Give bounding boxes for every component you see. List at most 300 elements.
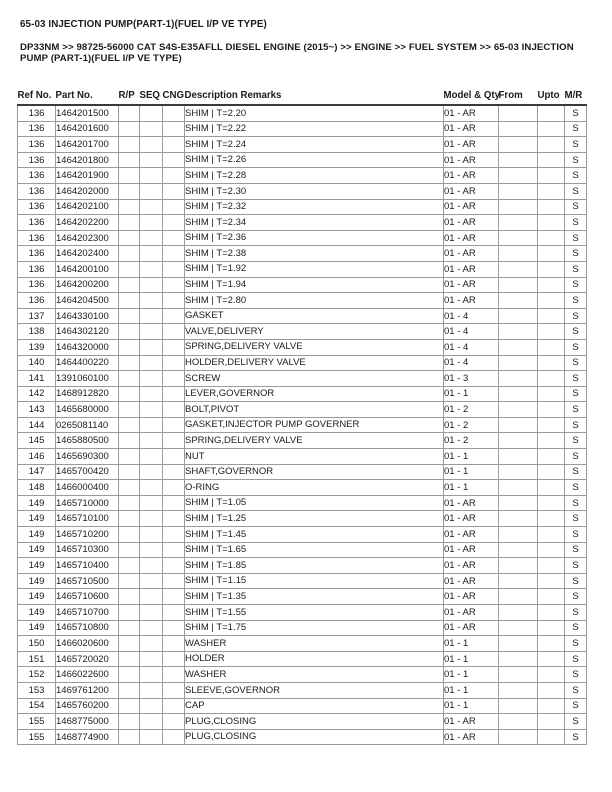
table-row <box>18 449 587 465</box>
seq-cell <box>140 433 163 449</box>
seq-cell <box>140 714 163 730</box>
model-qty-cell: 01 - AR <box>444 152 499 168</box>
upto-cell <box>538 137 565 153</box>
description-cell: SHIM | T=1.65 <box>185 542 444 558</box>
upto-cell <box>538 121 565 137</box>
ref-no-cell: 155 <box>18 714 56 730</box>
seq-cell <box>140 605 163 621</box>
table-row <box>18 620 587 636</box>
table-row <box>18 261 587 277</box>
seq-cell <box>140 636 163 652</box>
mr-cell: S <box>565 620 587 636</box>
upto-cell <box>538 105 565 121</box>
ref-no-cell: 149 <box>18 558 56 574</box>
ref-no-cell: 149 <box>18 573 56 589</box>
cng-cell <box>163 339 185 355</box>
table-row <box>18 417 587 433</box>
mr-cell: S <box>565 542 587 558</box>
mr-cell: S <box>565 105 587 121</box>
mr-cell: S <box>565 589 587 605</box>
model-qty-cell: 01 - 1 <box>444 449 499 465</box>
mr-cell: S <box>565 417 587 433</box>
table-row <box>18 121 587 137</box>
cng-cell <box>163 682 185 698</box>
table-row <box>18 542 587 558</box>
seq-cell <box>140 449 163 465</box>
ref-no-cell: 137 <box>18 308 56 324</box>
from-cell <box>499 573 538 589</box>
model-qty-cell: 01 - AR <box>444 277 499 293</box>
part-no-cell: 1464202300 <box>56 230 119 246</box>
table-header-row <box>18 84 587 105</box>
description-cell: SHIM | T=2.30 <box>185 183 444 199</box>
col-header-rp: R/P <box>119 84 140 105</box>
table-row <box>18 464 587 480</box>
part-no-cell: 1468774900 <box>56 729 119 745</box>
rp-cell <box>119 527 140 543</box>
ref-no-cell: 149 <box>18 527 56 543</box>
rp-cell <box>119 105 140 121</box>
ref-no-cell: 145 <box>18 433 56 449</box>
table-row <box>18 682 587 698</box>
from-cell <box>499 293 538 309</box>
seq-cell <box>140 589 163 605</box>
description-cell: SHAFT,GOVERNOR <box>185 464 444 480</box>
seq-cell <box>140 480 163 496</box>
mr-cell: S <box>565 230 587 246</box>
mr-cell: S <box>565 527 587 543</box>
part-no-cell: 1464200100 <box>56 261 119 277</box>
seq-cell <box>140 698 163 714</box>
from-cell <box>499 651 538 667</box>
description-cell: SHIM | T=2.28 <box>185 168 444 184</box>
table-row <box>18 105 587 121</box>
rp-cell <box>119 215 140 231</box>
mr-cell: S <box>565 729 587 745</box>
upto-cell <box>538 308 565 324</box>
mr-cell: S <box>565 324 587 340</box>
ref-no-cell: 139 <box>18 339 56 355</box>
part-no-cell: 1464330100 <box>56 308 119 324</box>
rp-cell <box>119 339 140 355</box>
model-qty-cell: 01 - 4 <box>444 324 499 340</box>
part-no-cell: 1465700420 <box>56 464 119 480</box>
upto-cell <box>538 277 565 293</box>
seq-cell <box>140 199 163 215</box>
seq-cell <box>140 464 163 480</box>
from-cell <box>499 183 538 199</box>
description-cell: WASHER <box>185 667 444 683</box>
upto-cell <box>538 682 565 698</box>
upto-cell <box>538 527 565 543</box>
cng-cell <box>163 589 185 605</box>
description-cell: SPRING,DELIVERY VALVE <box>185 433 444 449</box>
description-cell: SHIM | T=1.85 <box>185 558 444 574</box>
cng-cell <box>163 293 185 309</box>
part-no-cell: 1464201800 <box>56 152 119 168</box>
cng-cell <box>163 480 185 496</box>
seq-cell <box>140 542 163 558</box>
ref-no-cell: 141 <box>18 371 56 387</box>
part-no-cell: 1465690300 <box>56 449 119 465</box>
seq-cell <box>140 261 163 277</box>
from-cell <box>499 199 538 215</box>
part-no-cell: 1468775000 <box>56 714 119 730</box>
parts-table <box>17 84 587 745</box>
table-row <box>18 605 587 621</box>
description-cell: O-RING <box>185 480 444 496</box>
mr-cell: S <box>565 246 587 262</box>
description-cell: SHIM | T=2.34 <box>185 215 444 231</box>
cng-cell <box>163 464 185 480</box>
upto-cell <box>538 230 565 246</box>
upto-cell <box>538 511 565 527</box>
model-qty-cell: 01 - 2 <box>444 433 499 449</box>
seq-cell <box>140 308 163 324</box>
rp-cell <box>119 682 140 698</box>
ref-no-cell: 136 <box>18 152 56 168</box>
table-row <box>18 527 587 543</box>
table-row <box>18 308 587 324</box>
cng-cell <box>163 558 185 574</box>
table-row <box>18 729 587 745</box>
from-cell <box>499 729 538 745</box>
table-header <box>18 84 587 105</box>
rp-cell <box>119 542 140 558</box>
model-qty-cell: 01 - AR <box>444 573 499 589</box>
from-cell <box>499 277 538 293</box>
part-no-cell: 1465710000 <box>56 495 119 511</box>
rp-cell <box>119 558 140 574</box>
description-cell: SHIM | T=2.20 <box>185 105 444 121</box>
cng-cell <box>163 277 185 293</box>
ref-no-cell: 136 <box>18 230 56 246</box>
description-cell: SHIM | T=1.45 <box>185 527 444 543</box>
from-cell <box>499 605 538 621</box>
table-row <box>18 230 587 246</box>
ref-no-cell: 136 <box>18 261 56 277</box>
from-cell <box>499 511 538 527</box>
ref-no-cell: 150 <box>18 636 56 652</box>
model-qty-cell: 01 - AR <box>444 495 499 511</box>
upto-cell <box>538 620 565 636</box>
part-no-cell: 1391060100 <box>56 371 119 387</box>
from-cell <box>499 433 538 449</box>
upto-cell <box>538 168 565 184</box>
table-row <box>18 433 587 449</box>
model-qty-cell: 01 - AR <box>444 558 499 574</box>
cng-cell <box>163 168 185 184</box>
rp-cell <box>119 417 140 433</box>
cng-cell <box>163 698 185 714</box>
cng-cell <box>163 511 185 527</box>
rp-cell <box>119 714 140 730</box>
description-cell: SHIM | T=1.55 <box>185 605 444 621</box>
seq-cell <box>140 105 163 121</box>
part-no-cell: 1464204500 <box>56 293 119 309</box>
cng-cell <box>163 714 185 730</box>
rp-cell <box>119 277 140 293</box>
part-no-cell: 1464201900 <box>56 168 119 184</box>
description-cell: SPRING,DELIVERY VALVE <box>185 339 444 355</box>
ref-no-cell: 138 <box>18 324 56 340</box>
upto-cell <box>538 589 565 605</box>
description-cell: SHIM | T=1.92 <box>185 261 444 277</box>
upto-cell <box>538 246 565 262</box>
table-row <box>18 339 587 355</box>
part-no-cell: 1465680000 <box>56 402 119 418</box>
ref-no-cell: 136 <box>18 168 56 184</box>
rp-cell <box>119 698 140 714</box>
upto-cell <box>538 480 565 496</box>
ref-no-cell: 154 <box>18 698 56 714</box>
from-cell <box>499 371 538 387</box>
cng-cell <box>163 246 185 262</box>
model-qty-cell: 01 - 1 <box>444 636 499 652</box>
mr-cell: S <box>565 449 587 465</box>
description-cell: SHIM | T=2.32 <box>185 199 444 215</box>
table-row <box>18 667 587 683</box>
ref-no-cell: 146 <box>18 449 56 465</box>
upto-cell <box>538 199 565 215</box>
rp-cell <box>119 355 140 371</box>
part-no-cell: 1464202200 <box>56 215 119 231</box>
cng-cell <box>163 152 185 168</box>
ref-no-cell: 136 <box>18 246 56 262</box>
table-row <box>18 152 587 168</box>
ref-no-cell: 155 <box>18 729 56 745</box>
mr-cell: S <box>565 308 587 324</box>
seq-cell <box>140 293 163 309</box>
part-no-cell: 1466000400 <box>56 480 119 496</box>
col-header-model-qty: Model & Qty <box>444 84 499 105</box>
mr-cell: S <box>565 698 587 714</box>
cng-cell <box>163 121 185 137</box>
upto-cell <box>538 558 565 574</box>
description-cell: BOLT,PIVOT <box>185 402 444 418</box>
model-qty-cell: 01 - 4 <box>444 355 499 371</box>
cng-cell <box>163 495 185 511</box>
from-cell <box>499 682 538 698</box>
from-cell <box>499 417 538 433</box>
model-qty-cell: 01 - AR <box>444 293 499 309</box>
rp-cell <box>119 230 140 246</box>
description-cell: SCREW <box>185 371 444 387</box>
rp-cell <box>119 386 140 402</box>
description-cell: SHIM | T=2.22 <box>185 121 444 137</box>
from-cell <box>499 137 538 153</box>
col-header-part-no: Part No. <box>56 84 119 105</box>
from-cell <box>499 261 538 277</box>
rp-cell <box>119 511 140 527</box>
from-cell <box>499 308 538 324</box>
ref-no-cell: 152 <box>18 667 56 683</box>
ref-no-cell: 136 <box>18 105 56 121</box>
description-cell: SHIM | T=1.05 <box>185 495 444 511</box>
seq-cell <box>140 152 163 168</box>
model-qty-cell: 01 - 2 <box>444 417 499 433</box>
upto-cell <box>538 215 565 231</box>
model-qty-cell: 01 - AR <box>444 105 499 121</box>
mr-cell: S <box>565 215 587 231</box>
from-cell <box>499 636 538 652</box>
mr-cell: S <box>565 339 587 355</box>
from-cell <box>499 480 538 496</box>
model-qty-cell: 01 - 1 <box>444 651 499 667</box>
from-cell <box>499 324 538 340</box>
from-cell <box>499 105 538 121</box>
table-row <box>18 168 587 184</box>
from-cell <box>499 542 538 558</box>
cng-cell <box>163 355 185 371</box>
ref-no-cell: 149 <box>18 605 56 621</box>
ref-no-cell: 136 <box>18 199 56 215</box>
description-cell: SHIM | T=1.35 <box>185 589 444 605</box>
seq-cell <box>140 417 163 433</box>
ref-no-cell: 151 <box>18 651 56 667</box>
rp-cell <box>119 589 140 605</box>
ref-no-cell: 136 <box>18 183 56 199</box>
description-cell: LEVER,GOVERNOR <box>185 386 444 402</box>
rp-cell <box>119 480 140 496</box>
upto-cell <box>538 183 565 199</box>
upto-cell <box>538 417 565 433</box>
from-cell <box>499 464 538 480</box>
cng-cell <box>163 620 185 636</box>
ref-no-cell: 136 <box>18 215 56 231</box>
model-qty-cell: 01 - AR <box>444 714 499 730</box>
rp-cell <box>119 183 140 199</box>
rp-cell <box>119 605 140 621</box>
table-row <box>18 714 587 730</box>
seq-cell <box>140 183 163 199</box>
model-qty-cell: 01 - AR <box>444 261 499 277</box>
seq-cell <box>140 620 163 636</box>
seq-cell <box>140 729 163 745</box>
part-no-cell: 1464400220 <box>56 355 119 371</box>
model-qty-cell: 01 - 1 <box>444 386 499 402</box>
upto-cell <box>538 573 565 589</box>
cng-cell <box>163 417 185 433</box>
model-qty-cell: 01 - AR <box>444 215 499 231</box>
part-no-cell: 1464201500 <box>56 105 119 121</box>
cng-cell <box>163 183 185 199</box>
table-row <box>18 402 587 418</box>
seq-cell <box>140 651 163 667</box>
cng-cell <box>163 105 185 121</box>
part-no-cell: 1464302120 <box>56 324 119 340</box>
mr-cell: S <box>565 277 587 293</box>
from-cell <box>499 168 538 184</box>
model-qty-cell: 01 - 3 <box>444 371 499 387</box>
mr-cell: S <box>565 371 587 387</box>
cng-cell <box>163 386 185 402</box>
table-row <box>18 480 587 496</box>
upto-cell <box>538 339 565 355</box>
description-cell: SLEEVE,GOVERNOR <box>185 682 444 698</box>
model-qty-cell: 01 - AR <box>444 620 499 636</box>
from-cell <box>499 152 538 168</box>
ref-no-cell: 149 <box>18 620 56 636</box>
description-cell: CAP <box>185 698 444 714</box>
part-no-cell: 1464202000 <box>56 183 119 199</box>
ref-no-cell: 147 <box>18 464 56 480</box>
seq-cell <box>140 215 163 231</box>
rp-cell <box>119 121 140 137</box>
rp-cell <box>119 636 140 652</box>
model-qty-cell: 01 - AR <box>444 199 499 215</box>
col-header-ref-no: Ref No. <box>18 84 56 105</box>
page-title: 65-03 INJECTION PUMP(PART-1)(FUEL I/P VE TYPE) <box>20 19 267 30</box>
rp-cell <box>119 729 140 745</box>
mr-cell: S <box>565 558 587 574</box>
upto-cell <box>538 449 565 465</box>
rp-cell <box>119 308 140 324</box>
part-no-cell: 1465710600 <box>56 589 119 605</box>
upto-cell <box>538 433 565 449</box>
rp-cell <box>119 464 140 480</box>
description-cell: PLUG,CLOSING <box>185 729 444 745</box>
upto-cell <box>538 152 565 168</box>
upto-cell <box>538 293 565 309</box>
description-cell: NUT <box>185 449 444 465</box>
ref-no-cell: 149 <box>18 495 56 511</box>
ref-no-cell: 144 <box>18 417 56 433</box>
description-cell: PLUG,CLOSING <box>185 714 444 730</box>
part-no-cell: 1464202400 <box>56 246 119 262</box>
table-row <box>18 698 587 714</box>
rp-cell <box>119 573 140 589</box>
mr-cell: S <box>565 651 587 667</box>
model-qty-cell: 01 - AR <box>444 246 499 262</box>
description-cell: SHIM | T=2.38 <box>185 246 444 262</box>
ref-no-cell: 149 <box>18 511 56 527</box>
model-qty-cell: 01 - AR <box>444 589 499 605</box>
upto-cell <box>538 605 565 621</box>
part-no-cell: 1464320000 <box>56 339 119 355</box>
cng-cell <box>163 542 185 558</box>
part-no-cell: 1465720020 <box>56 651 119 667</box>
col-header-mr: M/R <box>565 84 587 105</box>
table-row <box>18 589 587 605</box>
mr-cell: S <box>565 137 587 153</box>
mr-cell: S <box>565 433 587 449</box>
description-cell: SHIM | T=2.26 <box>185 152 444 168</box>
part-no-cell: 1465710500 <box>56 573 119 589</box>
mr-cell: S <box>565 480 587 496</box>
table-row <box>18 495 587 511</box>
ref-no-cell: 149 <box>18 589 56 605</box>
cng-cell <box>163 667 185 683</box>
model-qty-cell: 01 - AR <box>444 183 499 199</box>
model-qty-cell: 01 - AR <box>444 605 499 621</box>
upto-cell <box>538 542 565 558</box>
upto-cell <box>538 667 565 683</box>
part-no-cell: 1466022600 <box>56 667 119 683</box>
description-cell: GASKET,INJECTOR PUMP GOVERNER <box>185 417 444 433</box>
rp-cell <box>119 667 140 683</box>
description-cell: SHIM | T=2.24 <box>185 137 444 153</box>
from-cell <box>499 386 538 402</box>
part-no-cell: 1464200200 <box>56 277 119 293</box>
table-row <box>18 215 587 231</box>
from-cell <box>499 620 538 636</box>
ref-no-cell: 136 <box>18 121 56 137</box>
mr-cell: S <box>565 636 587 652</box>
table-row <box>18 651 587 667</box>
rp-cell <box>119 137 140 153</box>
cng-cell <box>163 449 185 465</box>
